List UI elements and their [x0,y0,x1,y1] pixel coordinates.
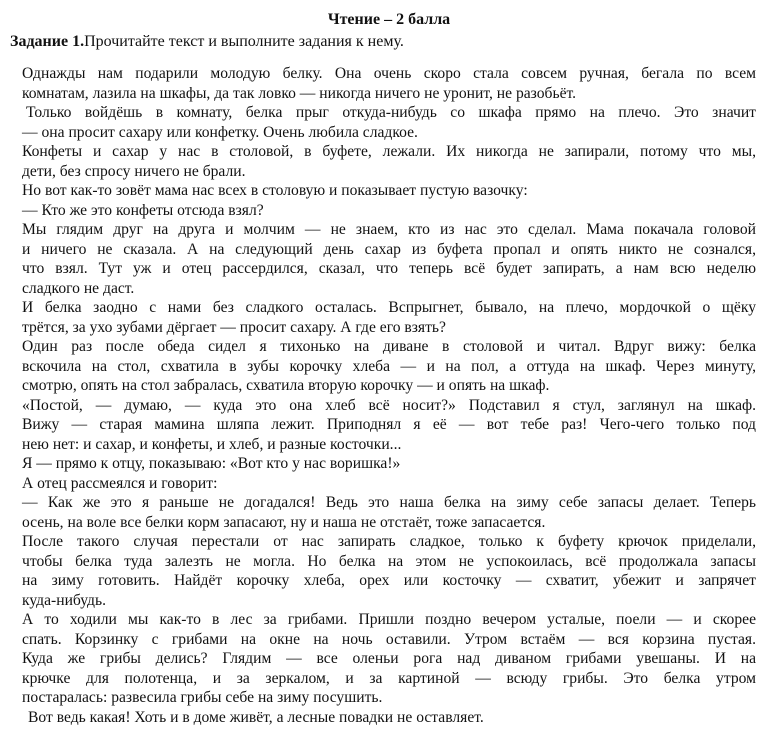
text-line: А то ходили мы как-то в лес за грибами. Пришли поздно вечером усталые, поели — и скорее [22,611,756,628]
text-line: — Как же это я раньше не догадался! Ведь это наша белка на зиму себе запасы делает. Теперь [22,494,756,511]
task-label: Задание 1. [10,33,85,50]
text-line: «Постой, — думаю, — куда это она хлеб всё носит?» Подставил я стул, заглянул на шкаф. [22,396,756,414]
text-line: что взял. Тут уж и отец рассердился, сказал, что теперь всё будет запирать, а нам всю неделю [22,260,756,277]
text-line: дети, без спросу ничего не брали. [22,162,246,180]
text-line: куда-нибудь. [22,591,107,609]
text-line: чтобы белка туда залезть не могла. Но белка на этом не успокоилась, всё продолжала запасы [22,552,756,570]
task-instruction [10,32,404,52]
reading-text [22,64,756,727]
text-line: Вот ведь какая! Хоть и в доме живёт, а лесные повадки не оставляет. [28,708,484,726]
text-line: на зиму готовить. Найдёт корочку хлеба, орех или косточку — схватит, убежит и запрячет [22,572,756,589]
text-line: Один раз после обеда сидел я тихонько на диване в столовой и читал. Вдруг вижу: белка [22,338,756,355]
text-line: крючке для полотенца, и за зеркалом, и за картиной — всюду грибы. Это белка утром [22,669,756,687]
task-text: Прочитайте текст и выполните задания к нему. [84,33,404,50]
text-line: постаралась: развесила грибы себе на зиму посушить. [22,689,383,706]
text-line: Только войдёшь в комнату, белка прыг откуда-нибудь со шкафа прямо на плечо. Это значит [26,104,756,121]
text-line: нею нет: и сахар, и конфеты, и хлеб, и разные косточки... [22,435,402,453]
text-line: Но вот как-то зовёт мама нас всех в столовую и показывает пустую вазочку: [22,182,528,199]
page-title: Чтение – 2 балла [327,11,451,28]
text-line: вскочила на стол, схватила в зубы корочку хлеба — и на пол, а оттуда на шкаф. Через минуту, [22,357,756,375]
text-line: осень, на воле все белки корм запасают, ну и наша не отстаёт, тоже запасается. [22,513,546,531]
text-line: Я — прямо к отцу, показываю: «Вот кто у нас воришка!» [22,455,401,472]
text-line: После такого случая перестали от нас запирать сладкое, только к буфету крючок приделали, [22,533,756,550]
text-line: комнатам, лазила на шкафы, да так ловко — никогда ничего не уронит, не разобьёт. [22,84,577,102]
text-line: Мы глядим друг на друга и молчим — не знаем, кто из нас это сделал. Мама покачала головой [22,221,756,238]
text-line: Вижу — старая мамина шляпа лежит. Приподнял я её — вот тебе раз! Чего-чего только под [22,416,756,433]
text-line: Куда же грибы делись? Глядим — все оленьи рога над диваном грибами увешаны. И на [22,650,756,667]
text-line: трётся, за ухо зубами дёргает — просит сахару. А где его взять? [22,318,446,336]
text-line: — она просит сахару или конфетку. Очень любила сладкое. [22,123,418,141]
text-line: сладкого не даст. [22,279,135,297]
text-line: Конфеты и сахар у нас в столовой, в буфете, лежали. Их никогда не запирали, потому что мы, [22,143,756,160]
text-line: И белка заодно с нами без сладкого осталась. Вспрыгнет, бывало, на плечо, мордочкой о щёку [22,299,756,316]
text-line: — Кто же это конфеты отсюда взял? [22,201,264,219]
text-line: смотрю, опять на стол забралась, схватила вторую корочку — и опять на шкаф. [22,377,550,394]
text-line: Однажды нам подарили молодую белку. Она очень скоро стала совсем ручная, бегала по всем [22,65,756,82]
text-line: спать. Корзинку с грибами на окне на ночь оставили. Утром встаём — вся корзина пустая. [22,630,756,648]
text-line: и ничего не сказала. А на следующий день сахар из буфета пропал и опять никто не сознался, [22,240,756,258]
text-line: А отец рассмеялся и говорит: [22,474,218,492]
